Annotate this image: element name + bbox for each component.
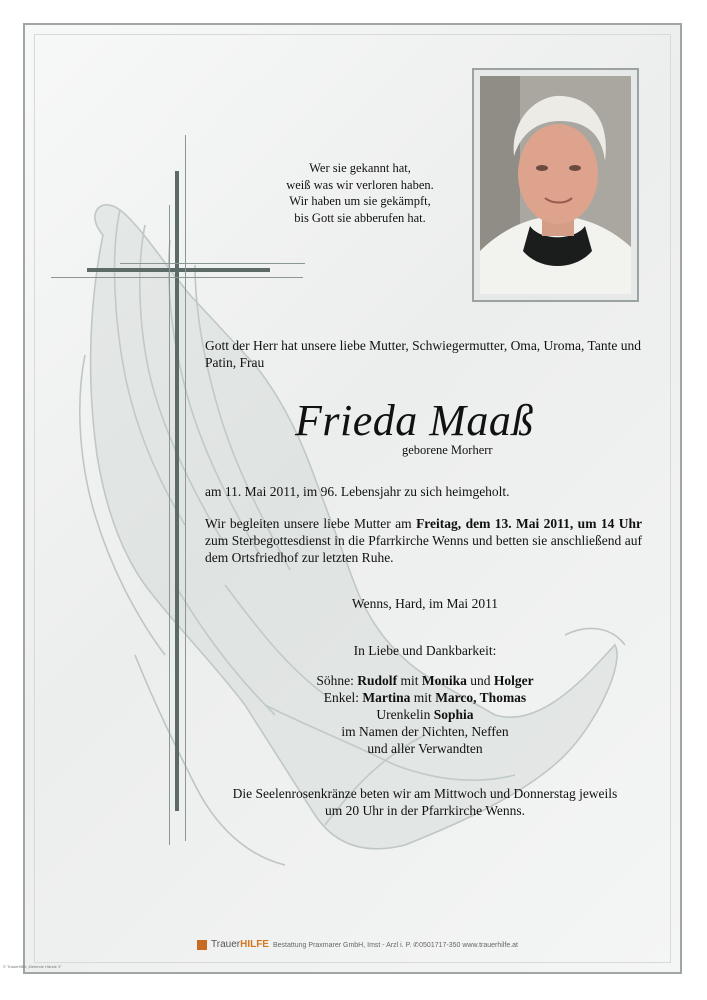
service-suffix: zum Sterbegottesdienst in die Pfarrkirche Wenns und betten sie anschließend auf dem Ortsfriedhof zur letzten Ruhe. bbox=[205, 533, 642, 565]
family-list bbox=[205, 672, 645, 757]
image-credit: © TrauerHilfe „Betende Hände 3" bbox=[3, 964, 62, 969]
poem-line: Wer sie gekannt hat, bbox=[309, 161, 411, 175]
trauerhilfe-logo-icon bbox=[197, 940, 207, 950]
service-prefix: Wir begleiten unsere liebe Mutter am bbox=[205, 516, 417, 531]
cross-thin-horizontal bbox=[51, 277, 303, 278]
family-line-great-grandchild: Urenkelin Sophia bbox=[376, 707, 474, 722]
portrait-image bbox=[480, 76, 631, 294]
thanks-line: In Liebe und Dankbarkeit: bbox=[353, 643, 497, 658]
cross-thin-horizontal-2 bbox=[120, 263, 305, 264]
family-line-sons: Söhne: Rudolf mit Monika und Holger bbox=[316, 673, 534, 688]
poem-line: bis Gott sie abberufen hat. bbox=[294, 210, 426, 225]
place-date: Wenns, Hard, im Mai 2011 bbox=[351, 596, 499, 611]
family-line-relatives: im Namen der Nichten, Neffen bbox=[341, 724, 509, 739]
cross-vertical bbox=[175, 171, 179, 811]
family-line-grandchildren: Enkel: Martina mit Marco, Thomas bbox=[323, 690, 527, 705]
portrait-frame bbox=[472, 68, 639, 302]
obituary-card bbox=[23, 23, 682, 974]
death-notice: am 11. Mai 2011, im 96. Lebensjahr zu sich heimgeholt. bbox=[205, 484, 510, 499]
cross-thin-vertical bbox=[185, 135, 186, 841]
rosary-notice bbox=[205, 785, 645, 819]
rosary-line-1: Die Seelenrosenkränze beten wir am Mittwoch und Donnerstag jeweils bbox=[232, 786, 618, 801]
footer bbox=[197, 939, 518, 950]
cross-horizontal bbox=[87, 268, 270, 272]
portrait-photo bbox=[480, 76, 631, 294]
cross-thin-vertical-2 bbox=[169, 205, 170, 845]
poem-line: weiß was wir verloren haben. bbox=[286, 177, 434, 192]
deceased-name: Frieda Maaß bbox=[295, 396, 534, 445]
birth-name: geborene Morherr bbox=[402, 443, 493, 457]
service-date-time: Freitag, dem 13. Mai 2011, um 14 Uhr bbox=[416, 516, 642, 531]
family-line-all-relatives: und aller Verwandten bbox=[367, 741, 483, 756]
poem bbox=[235, 160, 485, 226]
service-text bbox=[205, 515, 642, 566]
brand-logo: TrauerHILFE bbox=[211, 939, 269, 950]
poem-line: Wir haben um sie gekämpft, bbox=[289, 194, 431, 208]
intro-text: Gott der Herr hat unsere liebe Mutter, Schwiegermutter, Oma, Uroma, Tante und Patin, Frau bbox=[205, 338, 641, 370]
rosary-line-2: um 20 Uhr in der Pfarrkirche Wenns. bbox=[325, 803, 525, 818]
footer-contact: Bestattung Praxmarer GmbH, Imst - Arzl i. P. ✆0501717-350 www.trauerhilfe.at bbox=[272, 941, 518, 949]
